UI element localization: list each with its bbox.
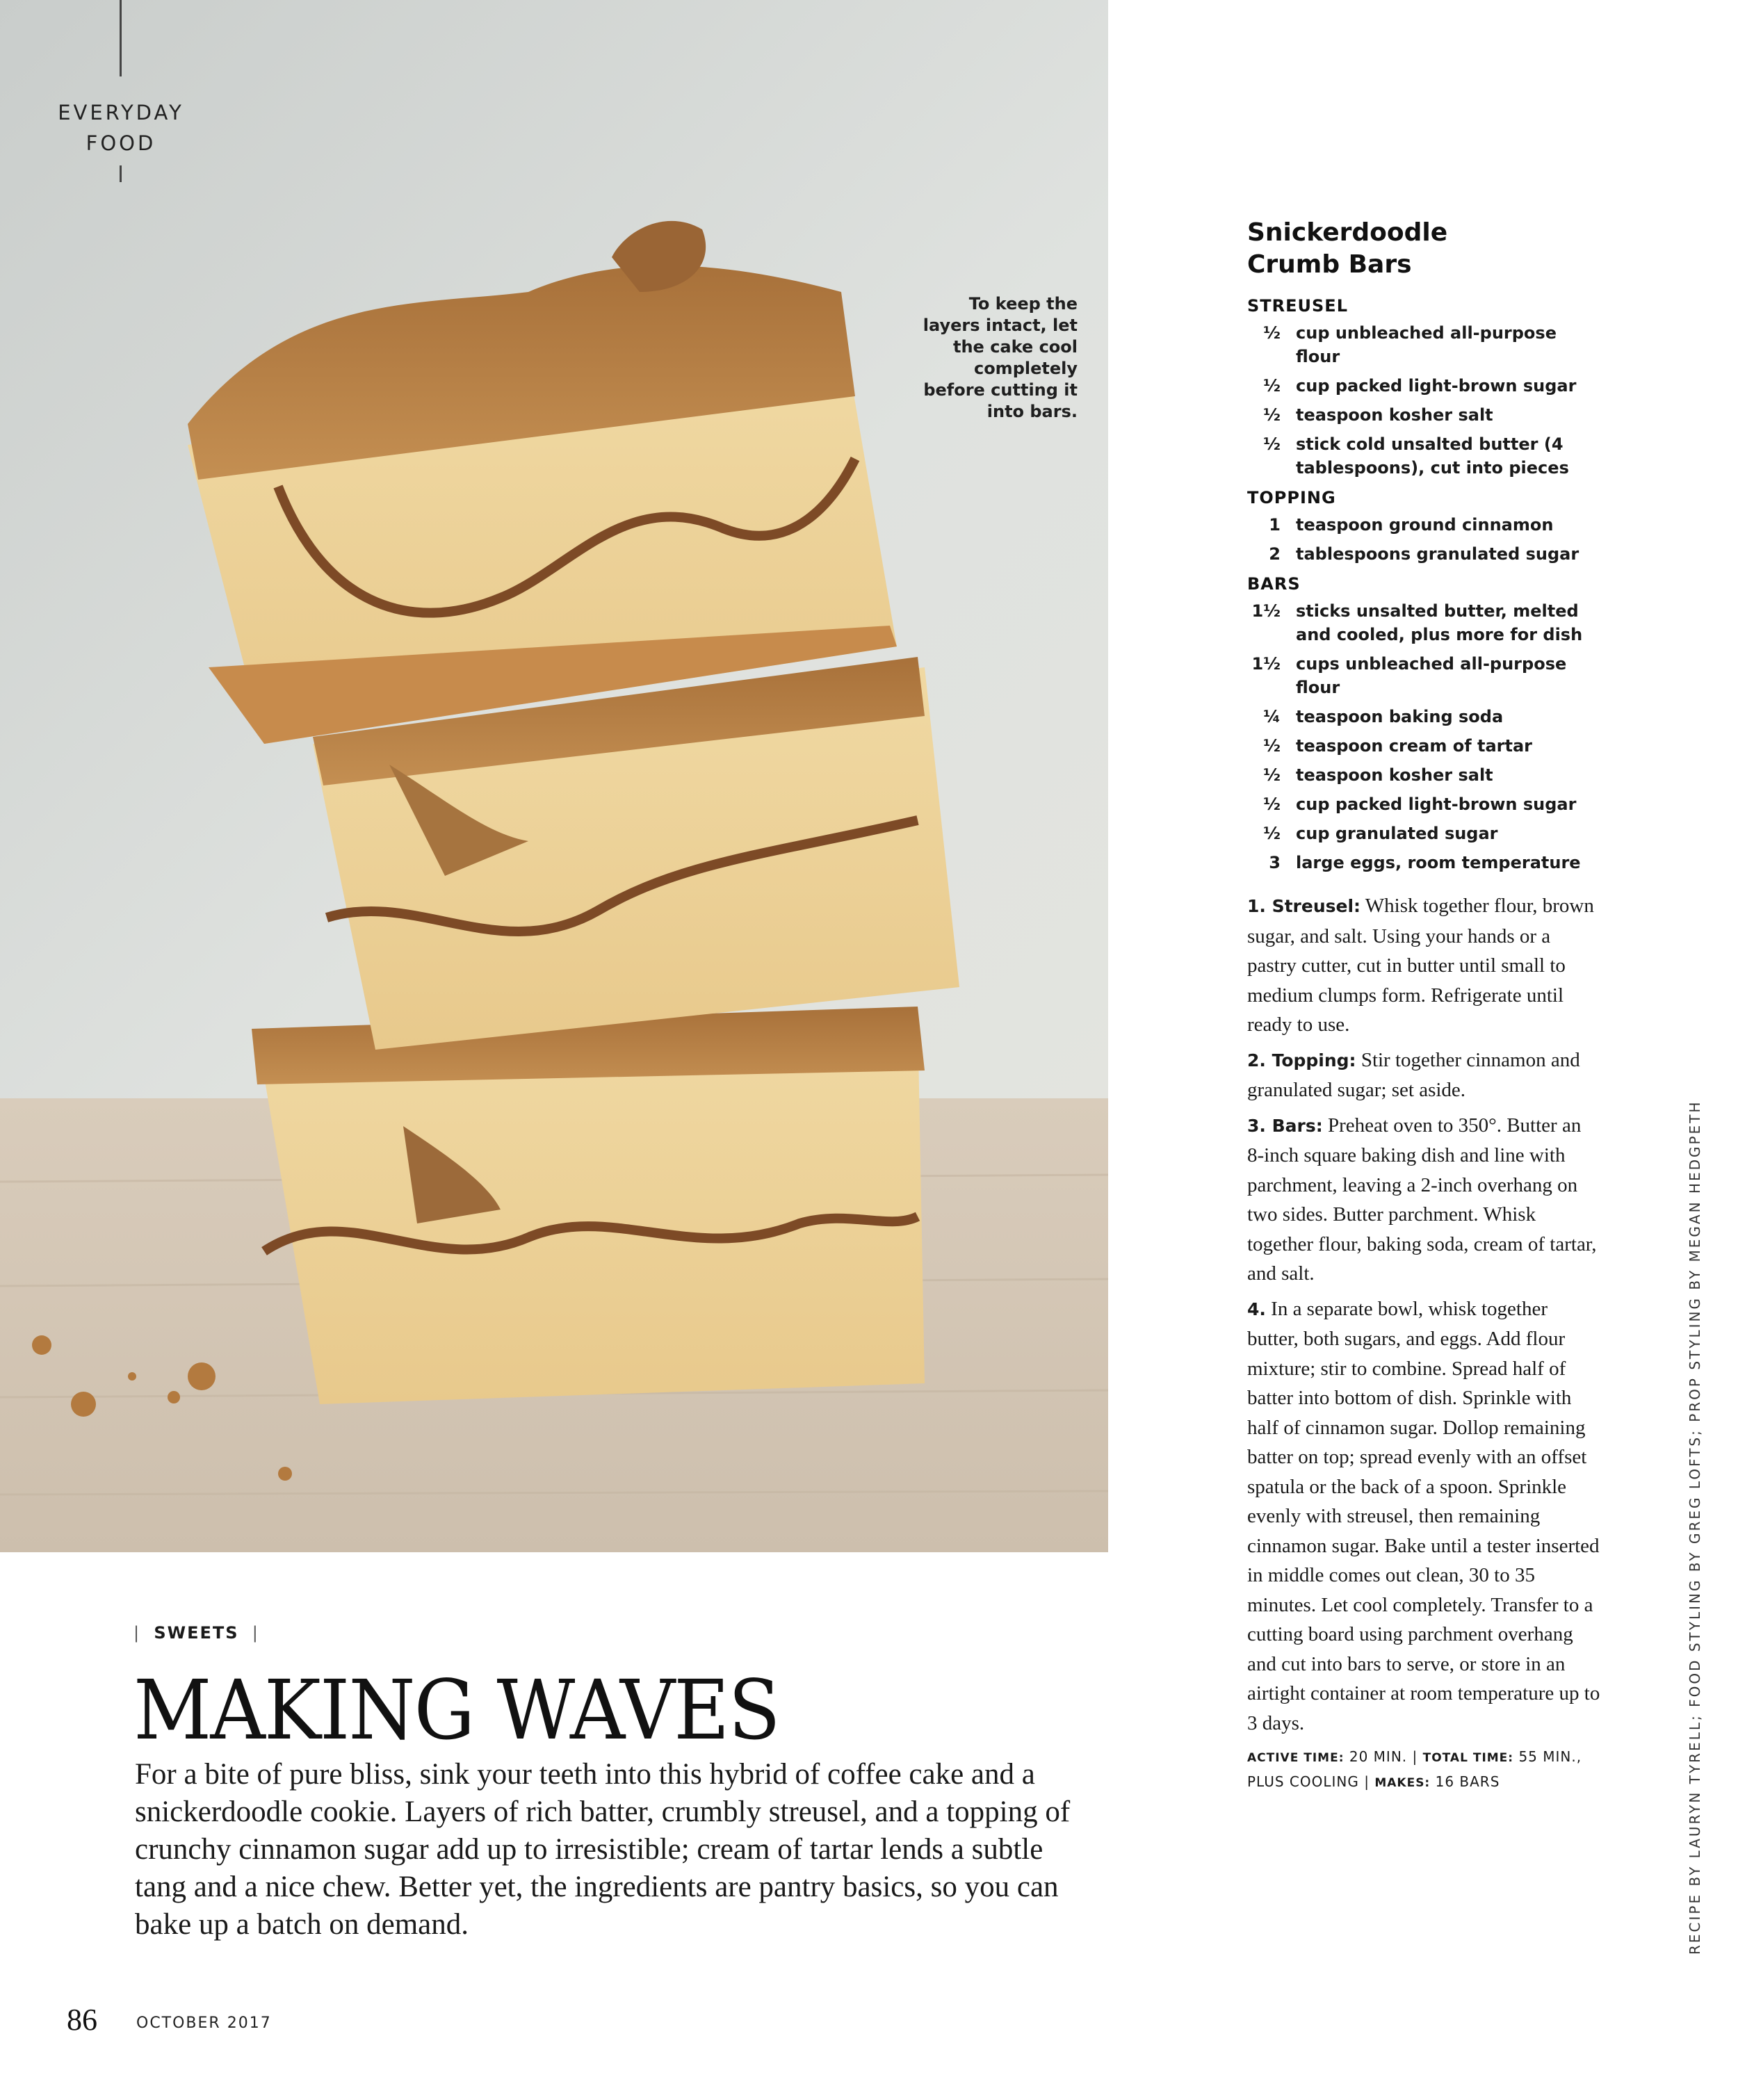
recipe-title xyxy=(1247,217,1602,281)
ingredient-row xyxy=(1247,513,1602,537)
intro-paragraph: For a bite of pure bliss, sink your teeth into this hybrid of coffee cake and a snickerdoodle cookie. Layers of rich batter, crumbly streusel, and a topping of crunchy cinnamon sugar add up to irresistible; cream of tartar lends a subtle tang and a nice chew. Better yet, the ingredients are pantry basics, so you can bake up a batch on demand. xyxy=(135,1758,1071,1941)
ingredient-qty: ½ xyxy=(1263,405,1281,425)
ingredient-row xyxy=(1247,822,1602,845)
ingredient-qty: 2 xyxy=(1269,544,1281,564)
photo-credit: RECIPE BY LAURYN TYRELL; FOOD STYLING BY GREG LOFTS; PROP STYLING BY MEGAN HEDGPETH xyxy=(1687,1100,1703,1955)
ingredient-row xyxy=(1247,599,1602,646)
ingredient-text: cup granulated sugar xyxy=(1296,824,1498,843)
ingredient-text: cups unbleached all-purpose flour xyxy=(1296,654,1567,697)
method-step xyxy=(1247,1111,1602,1289)
ingredient-row xyxy=(1247,652,1602,699)
ingredient-qty: ½ xyxy=(1263,736,1281,756)
section-label-line2: FOOD xyxy=(86,131,156,155)
total-time-label: TOTAL TIME: xyxy=(1422,1751,1514,1765)
group-heading: STREUSEL xyxy=(1247,296,1348,316)
ingredient-text: cup unbleached all-purpose flour xyxy=(1296,323,1557,366)
active-time-label: ACTIVE TIME: xyxy=(1247,1751,1345,1765)
ingredient-text: large eggs, room temperature xyxy=(1296,853,1581,872)
page-number: 86 xyxy=(67,2003,97,2037)
method-step xyxy=(1247,1045,1602,1105)
kicker-label: SWEETS xyxy=(154,1623,239,1643)
ingredient-row xyxy=(1247,542,1602,566)
ingredient-row xyxy=(1247,403,1602,427)
section-rule-top xyxy=(120,0,122,76)
ingredient-row xyxy=(1247,321,1602,368)
cake-bars-photo xyxy=(0,0,1108,1552)
ingredient-row xyxy=(1247,851,1602,874)
ingredient-row xyxy=(1247,792,1602,816)
ingredient-text: sticks unsalted butter, melted and cooled, plus more for dish xyxy=(1296,601,1583,644)
recipe-title-line1: Snickerdoodle xyxy=(1247,218,1448,247)
total-time-value: 55 MIN., PLUS COOLING xyxy=(1247,1748,1582,1790)
issue-date: OCTOBER 2017 xyxy=(136,2014,272,2032)
method-step xyxy=(1247,891,1602,1040)
ingredient-qty: 3 xyxy=(1269,853,1281,872)
step-text: Whisk together flour, brown sugar, and salt. Using your hands or a pastry cutter, cut in butter until small to medium clumps form. Refrigerate until ready to use. xyxy=(1247,895,1594,1036)
ingredient-qty: ½ xyxy=(1263,765,1281,785)
section-label xyxy=(51,97,190,158)
photo-caption: To keep the layers intact, let the cake cool completely before cutting it into bars. xyxy=(923,294,1078,421)
ingredient-qty: ½ xyxy=(1263,376,1281,396)
recipe-title-line2: Crumb Bars xyxy=(1247,250,1412,279)
step-label: 3. Bars: xyxy=(1247,1115,1323,1136)
recipe-timing: ACTIVE TIME: 20 MIN. | TOTAL TIME: 55 MIN., PLUS COOLING | MAKES: 16 BARS xyxy=(1247,1748,1582,1790)
section-label-line1: EVERYDAY xyxy=(58,101,184,124)
group-heading: BARS xyxy=(1247,574,1301,594)
group-heading: TOPPING xyxy=(1247,488,1336,507)
makes-label: MAKES: xyxy=(1374,1776,1431,1790)
kicker: | SWEETS | xyxy=(133,1623,259,1643)
ingredient-text: teaspoon ground cinnamon xyxy=(1296,515,1554,535)
ingredient-text: teaspoon kosher salt xyxy=(1296,405,1493,425)
ingredient-text: tablespoons granulated sugar xyxy=(1296,544,1579,564)
ingredient-text: teaspoon baking soda xyxy=(1296,707,1504,726)
ingredient-qty: 1½ xyxy=(1251,601,1281,621)
ingredient-text: stick cold unsalted butter (4 tablespoons), cut into pieces xyxy=(1296,434,1569,478)
ingredient-text: teaspoon cream of tartar xyxy=(1296,736,1533,756)
ingredient-row xyxy=(1247,763,1602,787)
step-text: Stir together cinnamon and granulated sugar; set aside. xyxy=(1247,1048,1580,1101)
hero-photo xyxy=(0,0,1108,1552)
step-text: In a separate bowl, whisk together butter, both sugars, and eggs. Add flour mixture; stir to combine. Spread half of batter into bottom of dish. Sprinkle with half of cinnamon sugar. Dollop remaining batter on top; spread evenly with an offset spatula or the back of a spoon. Sprinkle evenly with streusel, then remaining cinnamon sugar. Bake until a tester inserted in middle comes out clean, 30 to 35 minutes. Let cool completely. Transfer to a cutting board using parchment overhang and cut into bars to serve, or store in an airtight container at room temperature up to 3 days. xyxy=(1247,1297,1600,1734)
ingredient-qty: 1½ xyxy=(1251,654,1281,674)
recipe-column xyxy=(1247,217,1602,1795)
ingredient-qty: ½ xyxy=(1263,795,1281,814)
ingredient-row xyxy=(1247,705,1602,729)
ingredient-qty: ½ xyxy=(1263,824,1281,843)
ingredient-group-streusel xyxy=(1247,296,1602,480)
method-step xyxy=(1247,1294,1602,1739)
method-steps xyxy=(1247,891,1602,1738)
ingredient-group-topping xyxy=(1247,488,1602,566)
step-label: 2. Topping: xyxy=(1247,1050,1356,1071)
headline: MAKING WAVES xyxy=(133,1662,779,1758)
makes-value: 16 BARS xyxy=(1435,1773,1500,1790)
ingredient-qty: 1 xyxy=(1269,515,1281,535)
active-time-value: 20 MIN. xyxy=(1349,1748,1408,1765)
step-label: 4. xyxy=(1247,1299,1266,1319)
ingredient-text: teaspoon kosher salt xyxy=(1296,765,1493,785)
ingredient-qty: ½ xyxy=(1263,323,1281,343)
ingredient-group-bars xyxy=(1247,574,1602,874)
ingredient-text: cup packed light-brown sugar xyxy=(1296,376,1577,396)
step-text: Preheat oven to 350°. Butter an 8-inch square baking dish and line with parchment, leaving a 2-inch overhang on two sides. Butter parchment. Whisk together flour, baking soda, cream of tartar, and salt. xyxy=(1247,1114,1597,1285)
ingredient-qty: ¼ xyxy=(1263,707,1281,726)
ingredient-row xyxy=(1247,734,1602,758)
ingredient-row xyxy=(1247,374,1602,398)
ingredient-text: cup packed light-brown sugar xyxy=(1296,795,1577,814)
ingredient-qty: ½ xyxy=(1263,434,1281,454)
ingredient-row xyxy=(1247,432,1602,480)
step-label: 1. Streusel: xyxy=(1247,896,1361,916)
section-rule-bottom xyxy=(120,165,122,182)
